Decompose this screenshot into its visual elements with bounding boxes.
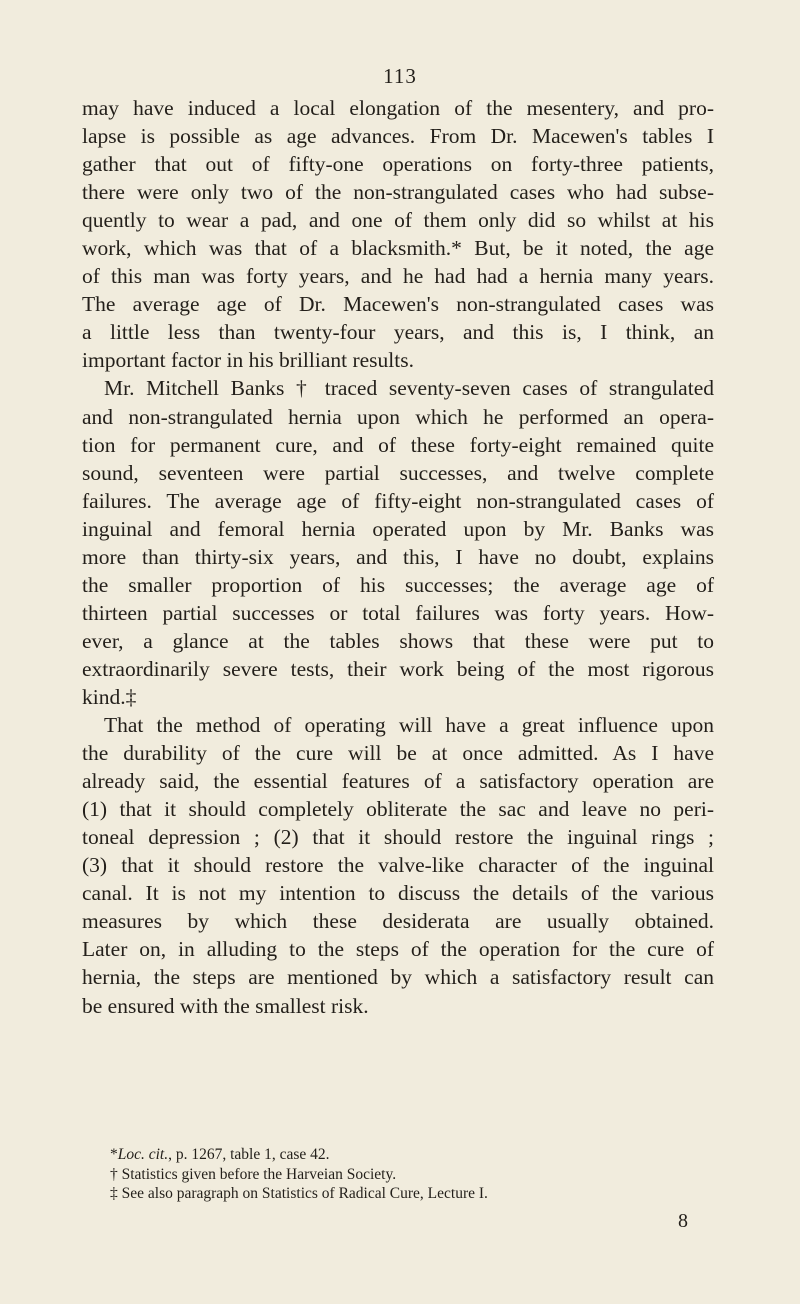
text-line: of this man was forty years, and he had had a hernia many years. (82, 264, 714, 289)
text-line: more than thirty-six years, and this, I have no doubt, explains (82, 544, 714, 569)
text-line: quently to wear a pad, and one of them only did so whilst at his (82, 208, 714, 233)
text-line: the smaller proportion of his successes; the average age of (82, 572, 714, 597)
text-line: hernia, the steps are mentioned by which a satisfactory result can (82, 965, 714, 990)
text-line: there were only two of the non-strangulated cases who had subse- (82, 180, 714, 205)
text-line: a little less than twenty-four years, and this is, I think, an (82, 320, 714, 345)
footnote (110, 1145, 670, 1165)
footnote-text: See also paragraph on Statistics of Radical Cure, Lecture I. (117, 1185, 488, 1202)
footnote-text: , p. 1267, table 1, case 42. (168, 1146, 330, 1163)
text-line: (3) that it should restore the valve-like character of the inguinal (82, 853, 714, 878)
footnote (110, 1165, 670, 1185)
text-line: be ensured with the smallest risk. (82, 993, 369, 1018)
text-line: inguinal and femoral hernia operated upon by Mr. Banks was (82, 516, 714, 541)
text-line: and non-strangulated hernia upon which he performed an opera- (82, 404, 714, 429)
footnote (110, 1184, 670, 1204)
text-line: lapse is possible as age advances. From Dr. Macewen's tables I (82, 124, 714, 149)
text-line: ever, a glance at the tables shows that these were put to (82, 628, 714, 653)
footnote-mark: † (110, 1165, 118, 1183)
footnote-citation: Loc. cit. (117, 1146, 169, 1163)
text-line: work, which was that of a blacksmith.* But, be it noted, the age (82, 236, 714, 261)
text-line: Later on, in alluding to the steps of the operation for the cure of (82, 937, 714, 962)
text-line: tion for permanent cure, and of these forty-eight remained quite (82, 432, 714, 457)
paragraph (82, 711, 714, 1020)
signature-mark: 8 (678, 1210, 688, 1232)
footnote-mark: * (110, 1146, 118, 1163)
text-line: important factor in his brilliant results. (82, 348, 414, 373)
text-line: extraordinarily severe tests, their work being of the most rigorous (82, 656, 714, 681)
paragraph (82, 94, 714, 374)
text-line: measures by which these desiderata are usually obtained. (82, 909, 714, 934)
text-line: gather that out of fifty-one operations on forty-three patients, (82, 152, 714, 177)
text-line: (1) that it should completely obliterate the sac and leave no peri- (82, 797, 714, 822)
footnotes (110, 1145, 670, 1204)
page-number: 113 (383, 64, 417, 88)
footnote-mark: ‡ (110, 1185, 118, 1202)
text-line: failures. The average age of fifty-eight non-strangulated cases of (82, 488, 714, 513)
text-line: canal. It is not my intention to discuss the details of the various (82, 881, 714, 906)
text-line: sound, seventeen were partial successes, and twelve complete (82, 460, 714, 485)
text-line: toneal depression ; (2) that it should restore the inguinal rings ; (82, 825, 714, 850)
text-line: Mr. Mitchell Banks † traced seventy-seven cases of strangulated (104, 376, 714, 401)
text-line: already said, the essential features of a satisfactory operation are (82, 769, 714, 794)
text-line: The average age of Dr. Macewen's non-strangulated cases was (82, 292, 714, 317)
text-line: thirteen partial successes or total failures was forty years. How- (82, 600, 714, 625)
footnote-text: Statistics given before the Harveian Society. (117, 1165, 397, 1183)
body-text (82, 94, 714, 1020)
text-line: the durability of the cure will be at once admitted. As I have (82, 741, 714, 766)
text-line: That the method of operating will have a great influence upon (104, 713, 714, 738)
text-line: kind.‡ (82, 684, 137, 709)
text-line: may have induced a local elongation of the mesentery, and pro- (82, 96, 714, 120)
paragraph (82, 374, 714, 711)
